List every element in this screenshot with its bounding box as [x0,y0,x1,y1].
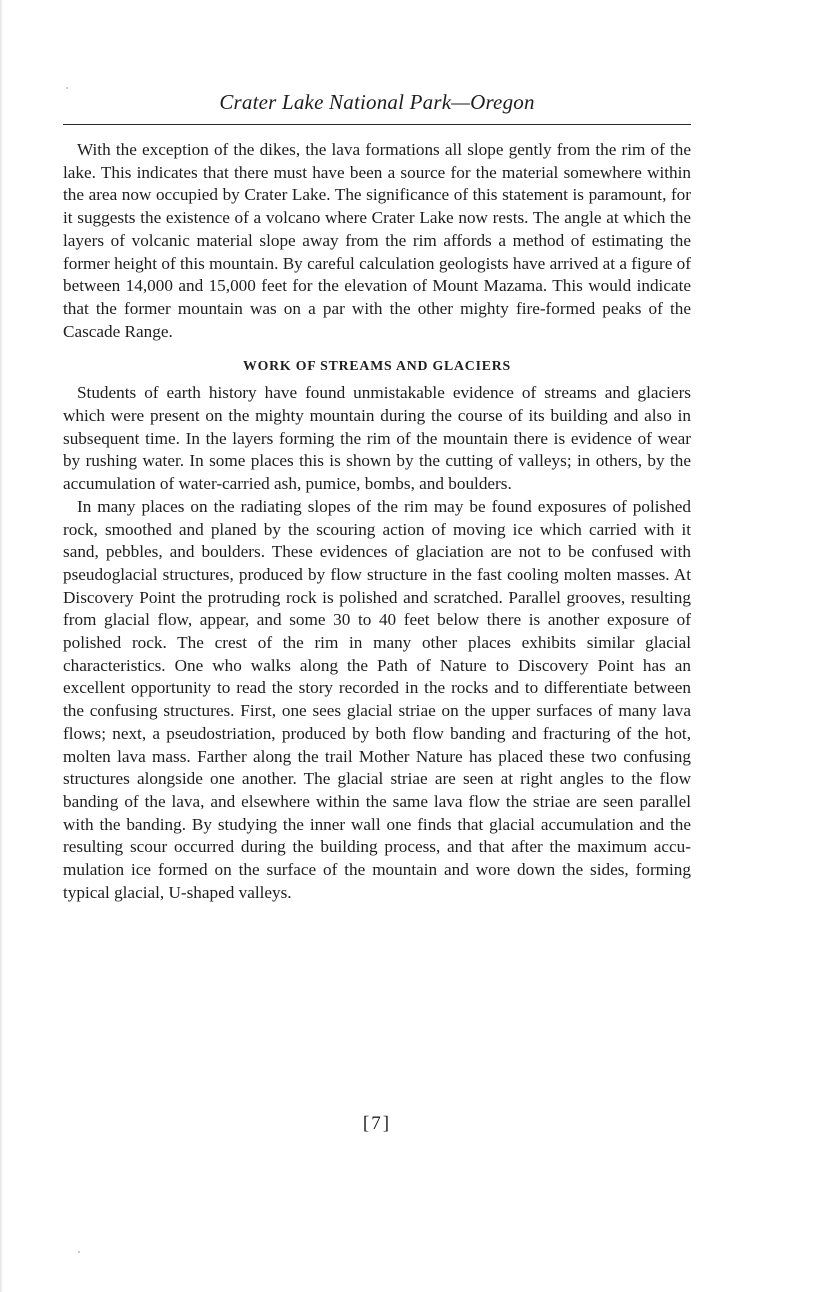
header-rule [63,124,691,125]
page-edge-shadow [0,0,3,1292]
paper-speck [66,87,68,89]
paragraph-2: Students of earth history have found unmistakable evidence of streams and glaciers which were present on the mighty mountain during the course of its building and also in subsequent time. In the layers forming the rim of the mountain there is evidence of wear by rushing water. In some places this is shown by the cutting of valleys; in others, by the accumulation of water-carried ash, pumice, bombs, and boulders. [63,383,691,494]
body-text [63,139,691,905]
running-head-title: Crater Lake National Park—Oregon [219,90,535,114]
paragraph-1: With the exception of the dikes, the lava formations all slope gently from the rim of the lake. This indicates that there must have been a source for the material somewhere within the area now occupied by Crater Lake. The significance of this statement is paramount, for it suggests the existence of a volcano where Crater Lake now rests. The angle at which the layers of volcanic material slope away from the rim affords a method of estimating the former height of this mountain. By careful calculation geologists have arrived at a figure of between 14,000 and 15,000 feet for the elevation of Mount Mazama. This would indicate that the former mountain was on a par with the other mighty fire-formed peaks of the Cascade Range. [63,140,691,341]
paragraph-3: In many places on the radiating slopes of the rim may be found exposures of polished rock, smoothed and planed by the scouring action of moving ice which carried with it sand, pebbles, and boulders. These evidences of glaciation are not to be confused with pseudoglacial structures, produced by flow structure in the fast cooling molten masses. At Discovery Point the protruding rock is polished and scratched. Parallel grooves, resulting from glacial flow, appear, and some 30 to 40 feet below there is another exposure of polished rock. The crest of the rim in many other places exhibits similar glacial characteristics. One who walks along the Path of Nature to Discovery Point has an excellent opportunity to read the story recorded in the rocks and to differentiate between the confusing structures. First, one sees glacial striae on the upper surfaces of many lava flows; next, a pseudostriation, produced by both flow banding and fracturing of the hot, molten lava mass. Farther along the trail Mother Nature has placed these two confusing structures alongside one another. The glacial striae are seen at right angles to the flow banding of the lava, and elsewhere within the same lava flow the striae are seen parallel with the banding. By studying the inner wall one finds that glacial accumulation and the resulting scour occurred during the building process, and that after the maximum accumulation ice formed on the surface of the mountain and wore down the sides, forming typical glacial, U-shaped valleys. [63,496,691,902]
paper-speck [78,1251,80,1253]
section-heading: WORK OF STREAMS AND GLACIERS [243,358,511,374]
page-number: [7] [362,1113,392,1134]
